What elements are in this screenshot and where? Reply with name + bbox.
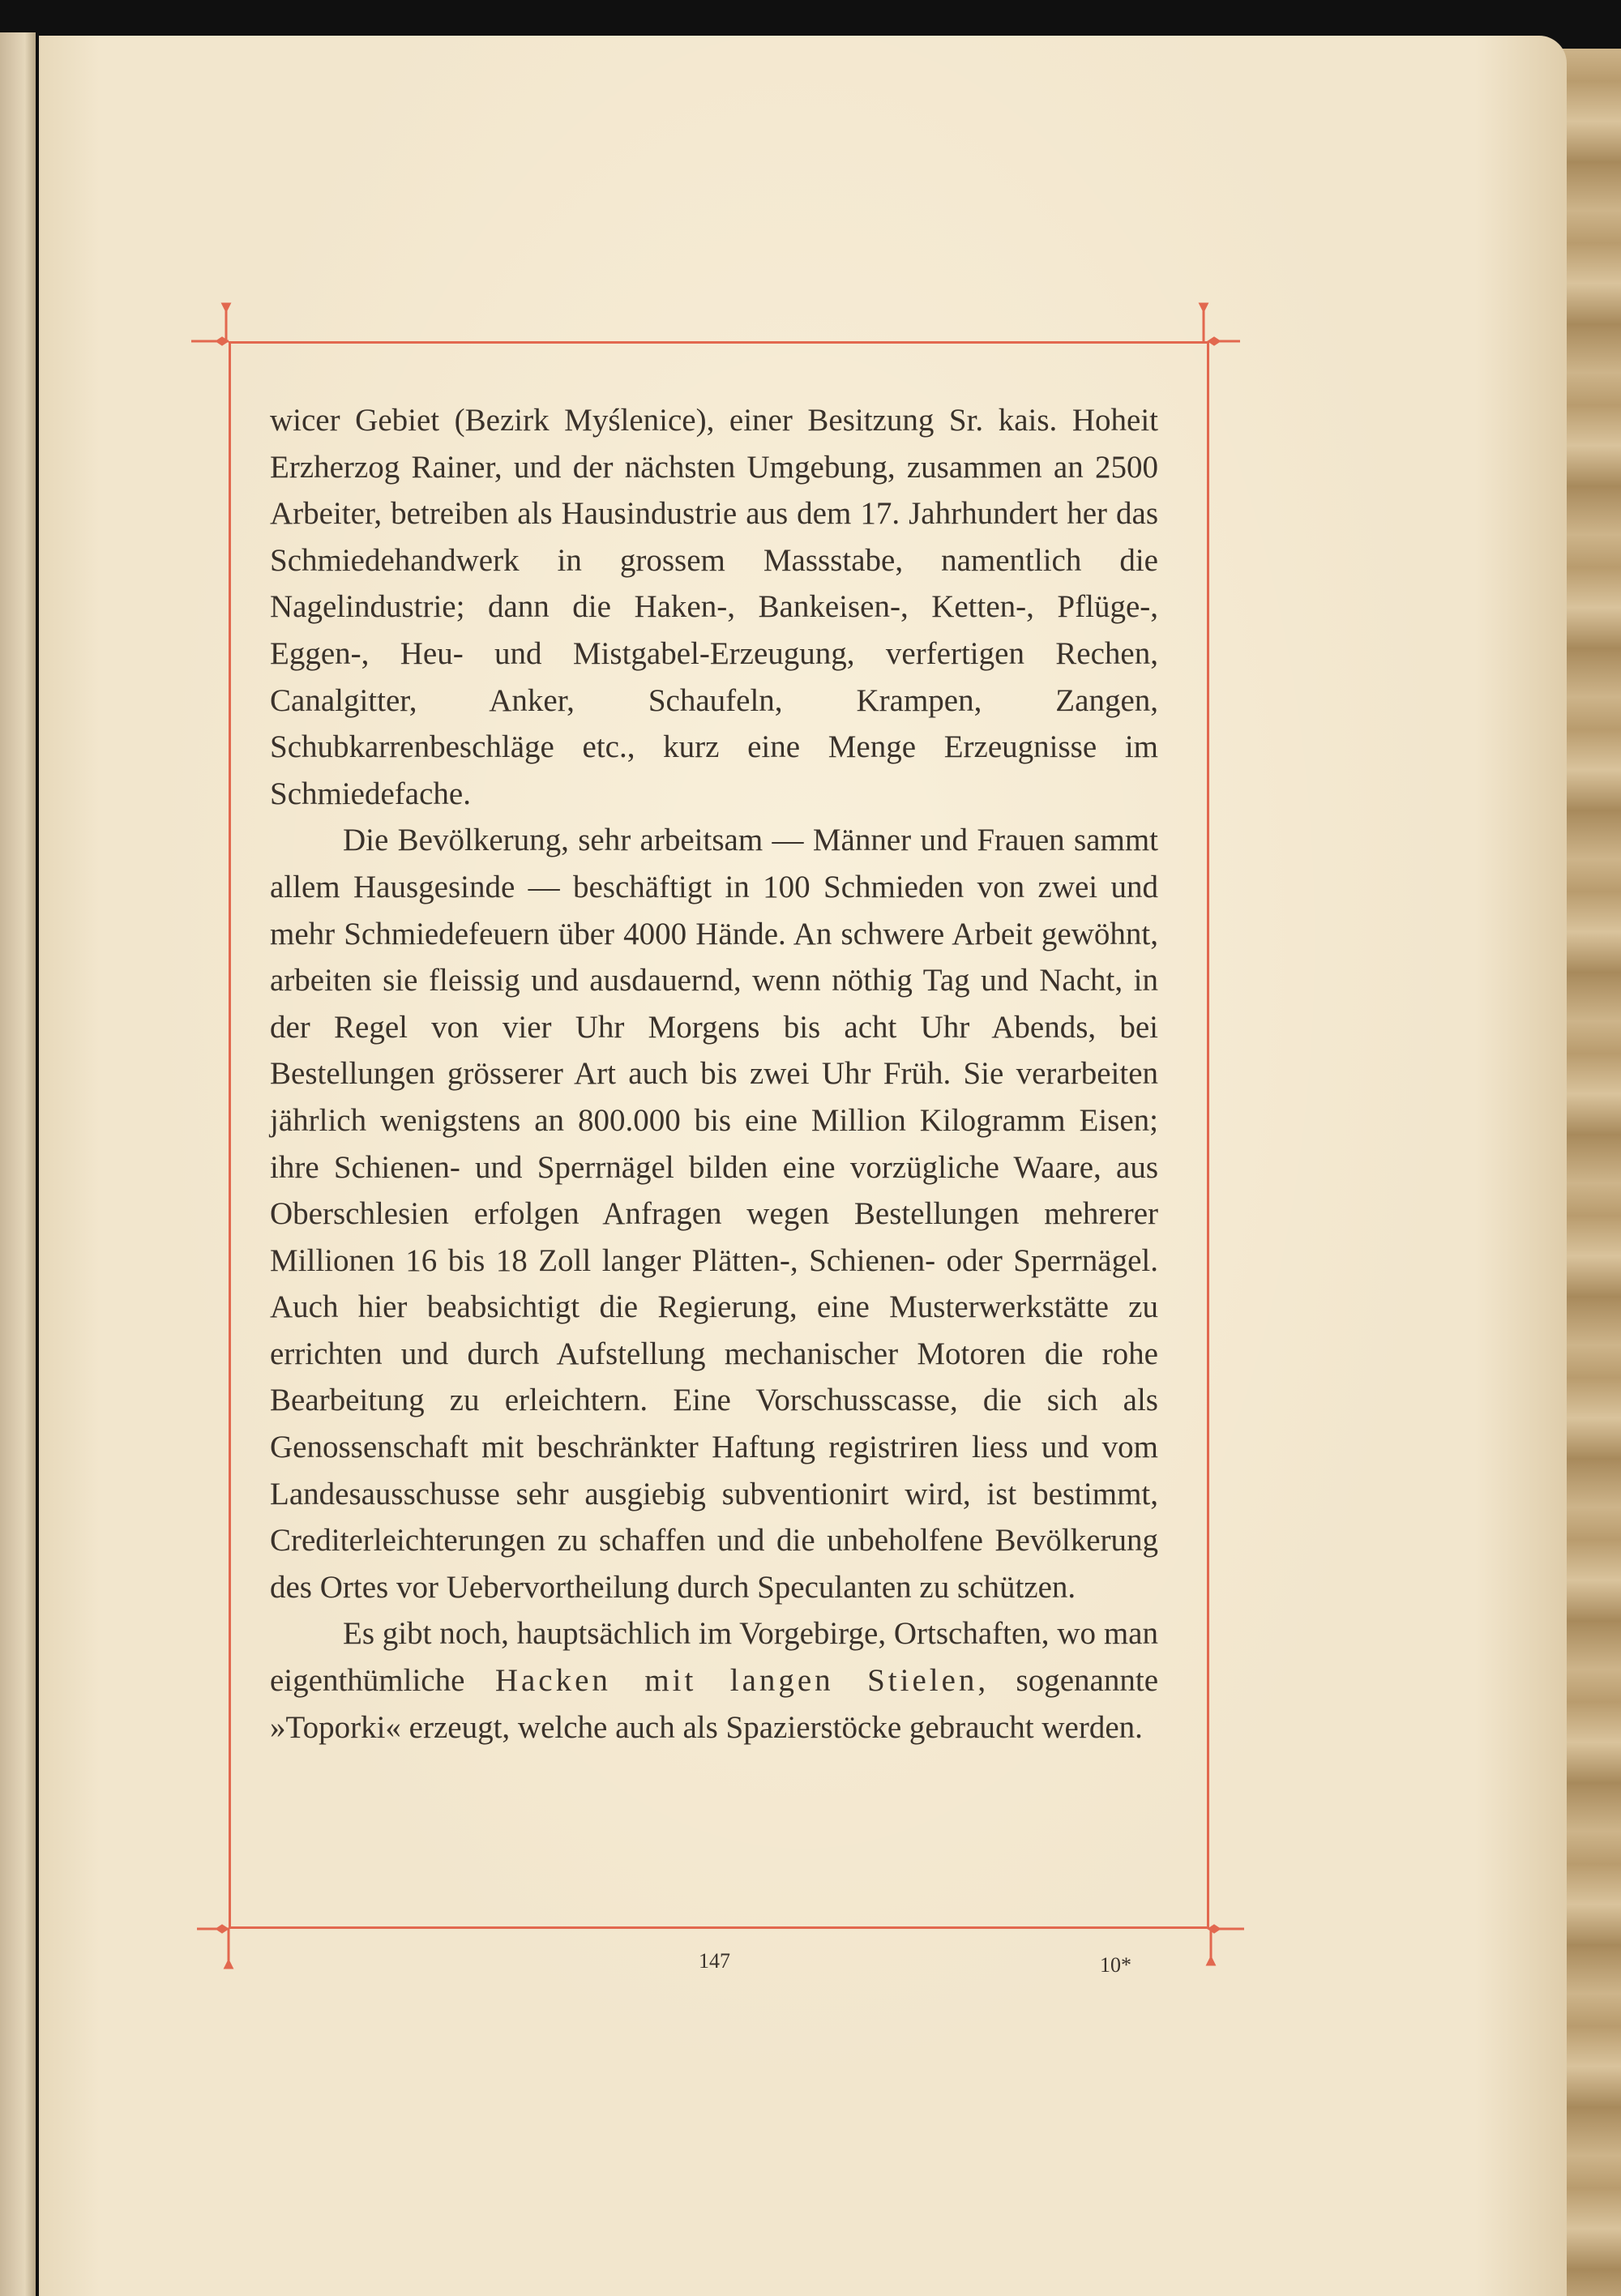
spaced-emphasis: Hacken mit langen Stielen: [494, 1663, 978, 1699]
signature-mark: 10*: [1100, 1953, 1131, 1977]
paragraph: Die Bevölkerung, sehr arbeitsam — Männer und Frauen sammt allem Hausgesinde — beschäftigt in 100 Schmieden von zwei und mehr Schmiedefeuern über 4000 Hände. An schwere Arbeit gewöhnt, arbeiten sie fleissig und ausdauernd, wenn nöthig Tag und Nacht, in der Regel von vier Uhr Morgens bis acht Uhr Abends, bei Bestellungen grösserer Art auch bis zwei Uhr Früh. Sie verarbeiten jährlich wenigstens an 800.000 bis eine Million Kilogramm Eisen; ihre Schienen- und Sperrnägel bilden eine vorzügliche Waare, aus Oberschlesien erfolgen Anfragen wegen Bestellungen mehrerer Millionen 16 bis 18 Zoll langer Plätten-, Schienen- oder Sperrnägel. Auch hier beabsichtigt die Regierung, eine Musterwerkstätte zu errichten und durch Aufstellung mechanischer Motoren die rohe Bearbeitung zu erleichtern. Eine Vorschusscasse, die sich als Genossenschaft mit beschränkter Haftung registriren liess und vom Landesausschusse sehr ausgiebig subventionirt wird, ist bestimmt, Crediterleichterungen zu schaffen und die unbeholfene Bevölkerung des Ortes vor Uebervortheilung durch Speculanten zu schützen.: [270, 823, 1158, 1605]
paragraph: [270, 1610, 1158, 1751]
paragraph-text: Es gibt noch, hauptsächlich im Vorgebirge, Ortschaften, wo man eigenthümliche: [270, 1616, 1158, 1699]
paragraph-text: , sogenannte »Toporki« erzeugt, welche auch als Spazierstöcke gebraucht werden.: [270, 1663, 1158, 1745]
page-number: 147: [699, 1949, 730, 1973]
body-text: [270, 397, 1158, 1751]
paragraph: wicer Gebiet (Bezirk Myślenice), einer Besitzung Sr. kais. Hoheit Erzherzog Rainer, und der nächsten Umgebung, zusammen an 2500 Arbeiter, betreiben als Hausindustrie aus dem 17. Jahrhundert her das Schmiedehandwerk in grossem Massstabe, namentlich die Nagelindustrie; dann die Haken-, Bankeisen-, Ketten-, Pflüge-, Eggen-, Heu- und Mistgabel-Erzeugung, verfertigen Rechen, Canalgitter, Anker, Schaufeln, Krampen, Zangen, Schubkarrenbeschläge etc., kurz eine Menge Erzeugnisse im Schmiedefache.: [270, 403, 1158, 811]
